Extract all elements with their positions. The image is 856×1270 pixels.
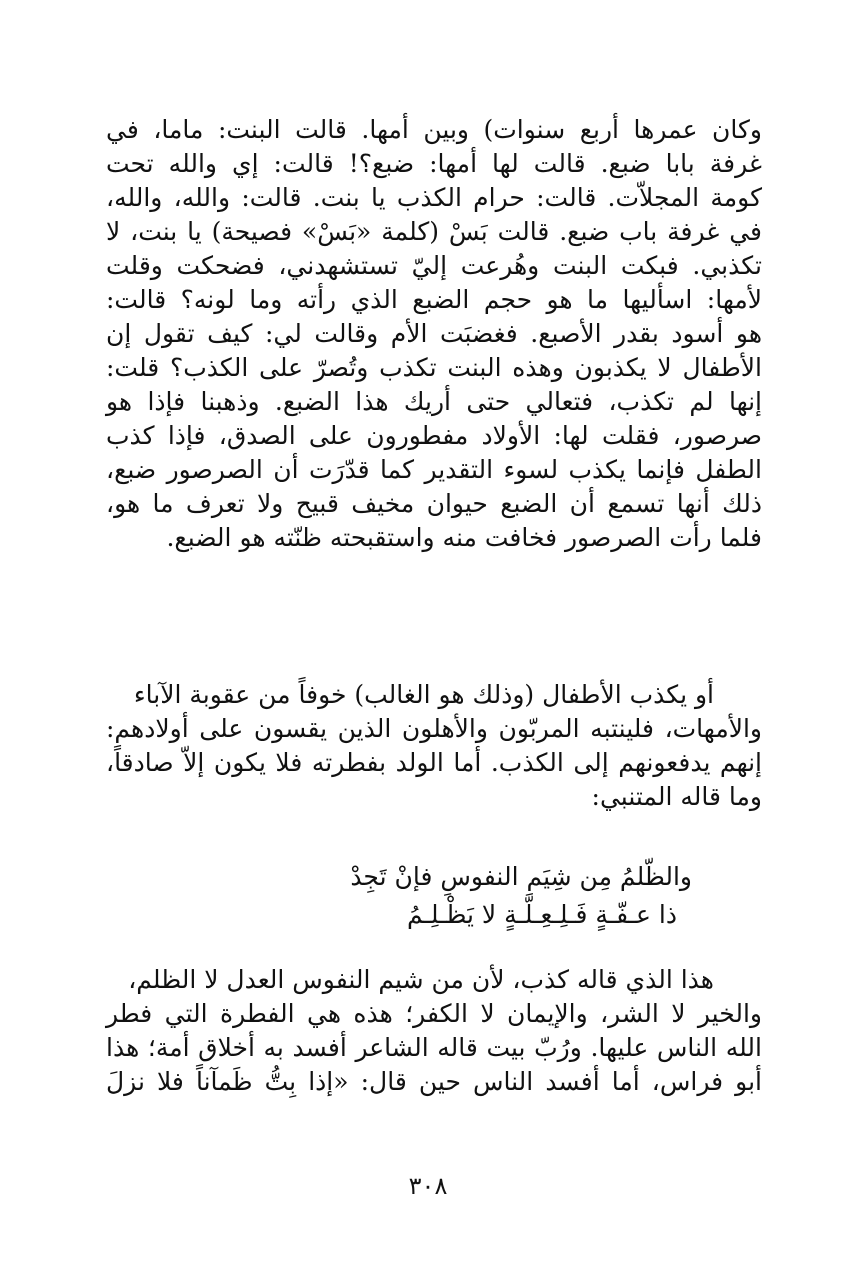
text-line: أو يكذب الأطفال (وذلك هو الغالب) خوفاً من عقوبة الآباء <box>133 680 714 709</box>
text-line: الطفل فإنما يكذب لسوء التقدير كما قدّرَت أن الصرصور ضبع، <box>106 455 762 484</box>
text-line: والخير لا الشر، والإيمان لا الكفر؛ هذه هي الفطرة التي فطر <box>106 999 762 1028</box>
poem-first-hemistich: والظّلمُ مِن شِيَمِ النفوسِ فإنْ تَجِدْ <box>350 862 692 891</box>
paragraph-1 <box>106 113 762 555</box>
text-line: أبو فراس، أما أفسد الناس حين قال: «إذا بِتُّ ظَمآناً فلا نزلَ <box>106 1067 762 1096</box>
text-line: الأطفال لا يكذبون وهذه البنت تكذب وتُصرّ على الكذب؟ قلت: <box>106 353 762 382</box>
text-line: لأمها: اسأليها ما هو حجم الضبع الذي رأته وما لونه؟ قالت: <box>106 285 762 314</box>
text-line: وما قاله المتنبي: <box>591 782 762 811</box>
text-line: فلما رأت الصرصور فخافت منه واستقبحته ظنّته هو الضبع. <box>166 523 762 552</box>
text-line: والأمهات، فلينتبه المربّون والأهلون الذين يقسون على أولادهم: <box>106 714 762 743</box>
text-line: الله الناس عليها. ورُبّ بيت قاله الشاعر أفسد به أخلاق أمة؛ هذا <box>106 1033 762 1062</box>
text-line: هذا الذي قاله كذب، لأن من شيم النفوس العدل لا الظلم، <box>128 965 714 994</box>
paragraph-2 <box>106 678 762 814</box>
text-line: في غرفة باب ضبع. قالت بَسْ (كلمة «بَسْ» فصيحة) يا بنت، لا <box>106 217 762 246</box>
poem-verse <box>106 858 762 934</box>
text-line: غرفة بابا ضبع. قالت لها أمها: ضبع؟! قالت: إي والله تحت <box>106 149 762 178</box>
page-number: ٣٠٨ <box>408 1172 448 1200</box>
poem-second-hemistich: ذا عـفّـةٍ فَـلِـعِـلّـةٍ لا يَظْـلِـمُ <box>406 900 677 929</box>
paragraph-3 <box>106 963 762 1099</box>
text-line: إنها لم تكذب، فتعالي حتى أريك هذا الضبع. وذهبنا فإذا هو <box>106 387 762 416</box>
text-line: هو أسود بقدر الأصبع. فغضبَت الأم وقالت لي: كيف تقول إن <box>106 319 762 348</box>
text-line: وكان عمرها أربع سنوات) وبين أمها. قالت البنت: ماما، في <box>106 115 762 144</box>
text-line: صرصور، فقلت لها: الأولاد مفطورون على الصدق، فإذا كذب <box>106 421 762 450</box>
text-line: تكذبي. فبكت البنت وهُرعت إليّ تستشهدني، فضحكت وقلت <box>106 251 762 280</box>
text-line: إنهم يدفعونهم إلى الكذب. أما الولد بفطرته فلا يكون إلاّ صادقاً، <box>106 748 762 777</box>
text-line: كومة المجلاّت. قالت: حرام الكذب يا بنت. قالت: والله، والله، <box>106 183 762 212</box>
text-line: ذلك أنها تسمع أن الضبع حيوان مخيف قبيح ولا تعرف ما هو، <box>106 489 762 518</box>
